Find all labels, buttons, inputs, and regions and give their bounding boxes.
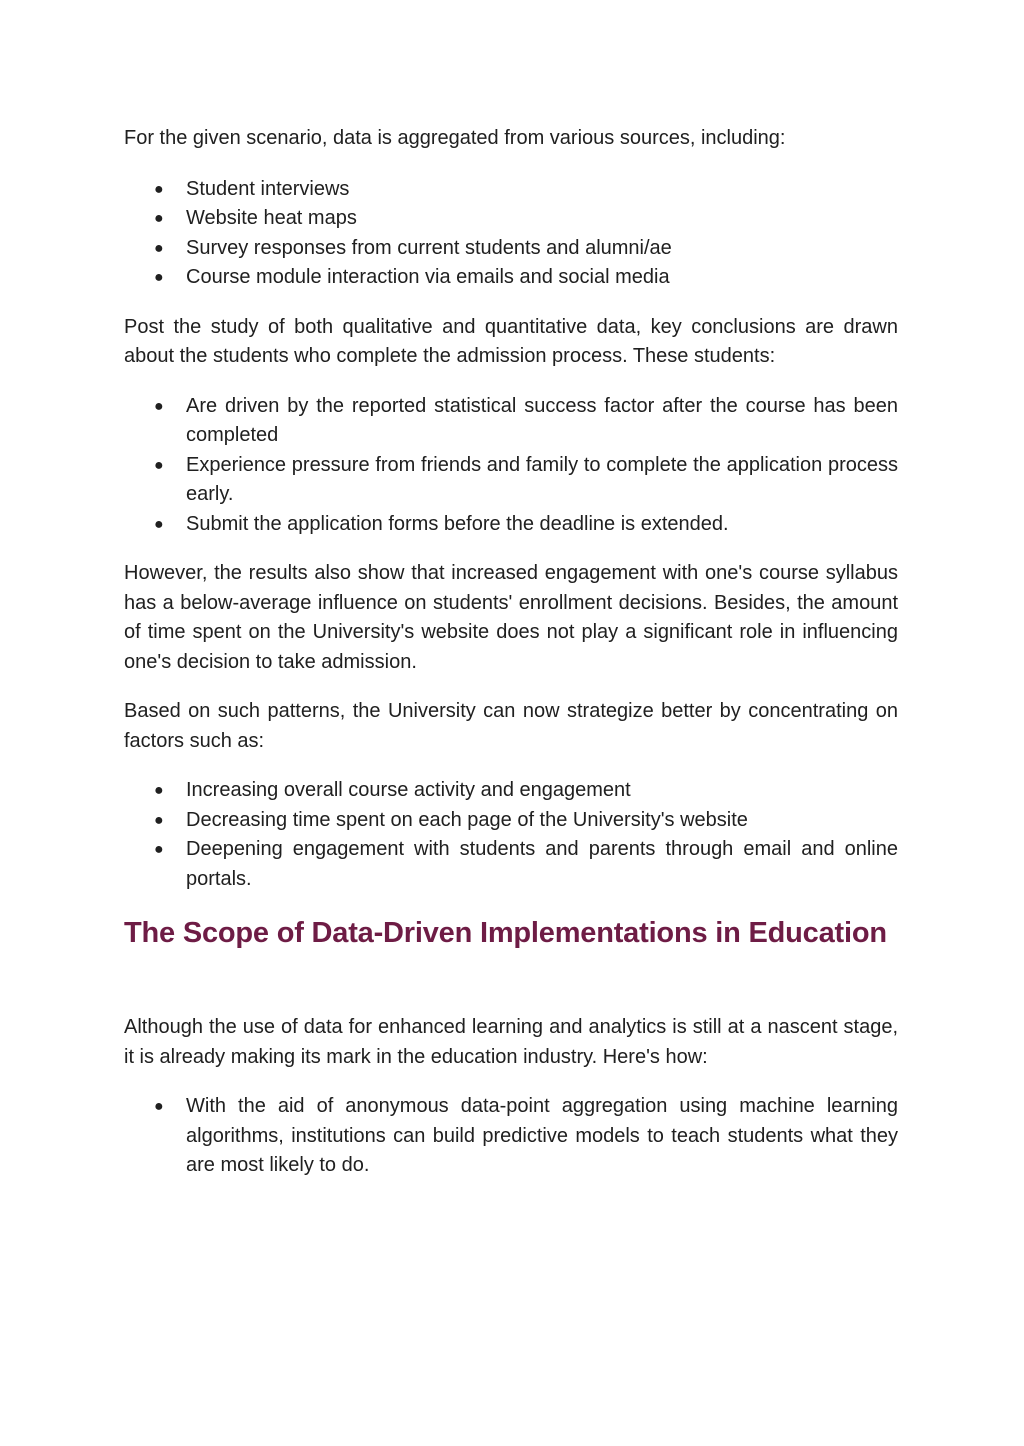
traits-list bbox=[124, 392, 898, 540]
list-item-text: Submit the application forms before the deadline is extended. bbox=[186, 512, 729, 535]
list-item-text: Student interviews bbox=[186, 177, 350, 200]
list-item-text: Decreasing time spent on each page of the University's website bbox=[186, 808, 748, 831]
bullet-icon: ● bbox=[154, 239, 164, 257]
list-item-text: Are driven by the reported statistical success factor after the course has been completed bbox=[186, 394, 898, 446]
list-item-text: Survey responses from current students and alumni/ae bbox=[186, 236, 672, 259]
list-item-text: Website heat maps bbox=[186, 207, 357, 229]
bullet-icon: ● bbox=[154, 515, 164, 533]
bullet-icon: ● bbox=[154, 782, 164, 799]
list-item-text: With the aid of anonymous data-point aggregation using machine learning algorithms, institutions can build predictive models to teach students what they are most likely to do. bbox=[186, 1095, 898, 1176]
scope-list bbox=[124, 1092, 898, 1181]
list-item-text: Increasing overall course activity and engagement bbox=[186, 779, 631, 801]
factors-list bbox=[124, 776, 898, 894]
intro-paragraph: For the given scenario, data is aggregated from various sources, including: bbox=[124, 127, 786, 149]
strategy-paragraph: Based on such patterns, the University can now strategize better by concentrating on factors such as: bbox=[124, 700, 898, 752]
list-item bbox=[124, 510, 898, 540]
bullet-icon: ● bbox=[154, 456, 164, 474]
sources-list bbox=[124, 175, 898, 293]
list-item bbox=[124, 451, 898, 510]
scope-paragraph: Although the use of data for enhanced learning and analytics is still at a nascent stage, it is already making its mark in the education industry. Here's how: bbox=[124, 1016, 898, 1068]
list-item bbox=[124, 204, 898, 234]
list-item bbox=[124, 175, 898, 205]
bullet-icon: ● bbox=[154, 210, 164, 227]
list-item bbox=[124, 835, 898, 894]
list-item bbox=[124, 392, 898, 451]
conclusion-paragraph: Post the study of both qualitative and quantitative data, key conclusions are drawn about the students who complete the admission process. These students: bbox=[124, 315, 898, 367]
bullet-icon: ● bbox=[154, 811, 164, 829]
list-item bbox=[124, 1092, 898, 1181]
bullet-icon: ● bbox=[154, 1098, 164, 1115]
list-item bbox=[124, 776, 898, 806]
bullet-icon: ● bbox=[154, 397, 164, 415]
section-heading: The Scope of Data-Driven Implementations in Education bbox=[124, 917, 887, 949]
however-paragraph: However, the results also show that increased engagement with one's course syllabus has a below-average influence on students' enrollment decisions. Besides, the amount of time spent on the University's website does not play a significant role in influencing one's decision to take admission. bbox=[124, 562, 898, 673]
list-item-text: Experience pressure from friends and family to complete the application process early. bbox=[186, 453, 898, 505]
list-item-text: Deepening engagement with students and parents through email and online portals. bbox=[186, 838, 898, 890]
bullet-icon: ● bbox=[154, 180, 164, 198]
list-item bbox=[124, 806, 898, 836]
list-item-text: Course module interaction via emails and social media bbox=[186, 266, 670, 288]
list-item bbox=[124, 234, 898, 264]
bullet-icon: ● bbox=[154, 269, 164, 286]
bullet-icon: ● bbox=[154, 841, 164, 858]
document-page bbox=[124, 124, 898, 1201]
list-item bbox=[124, 263, 898, 293]
